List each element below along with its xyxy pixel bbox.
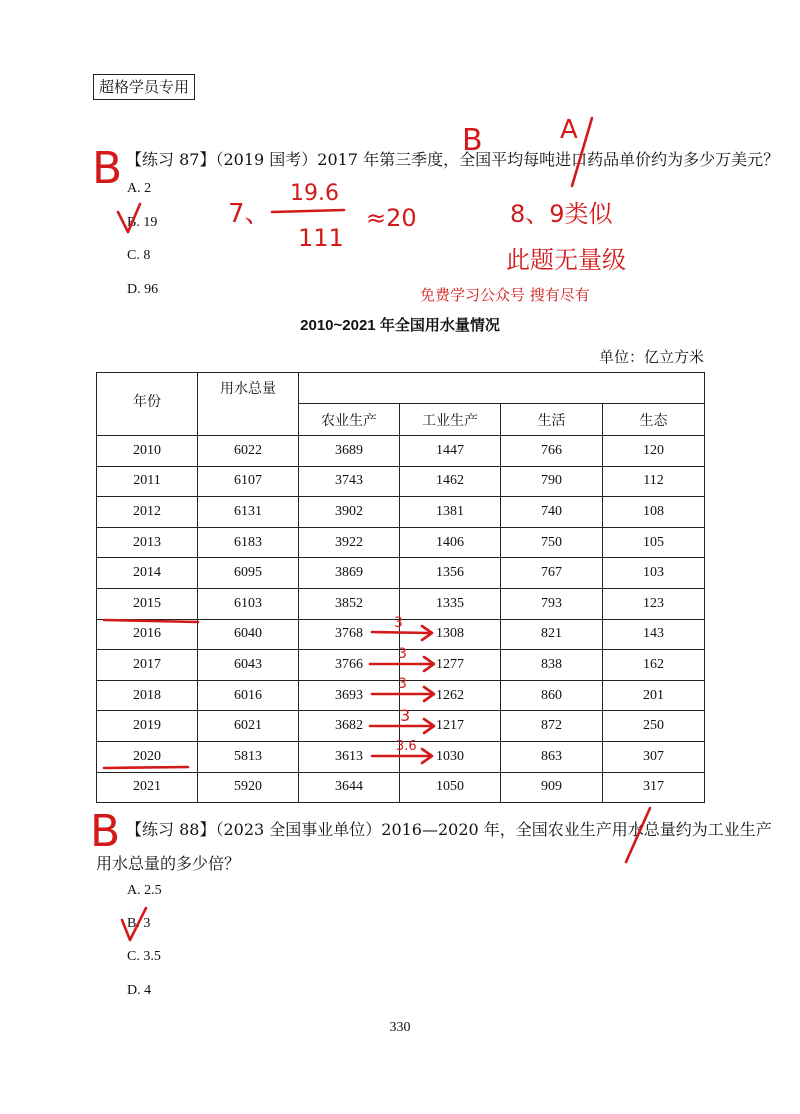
- cell-industry: 1217: [400, 711, 501, 742]
- table-row: [97, 711, 705, 742]
- table-row: [97, 680, 705, 711]
- question-87-prefix: 【练习 87】: [126, 150, 216, 169]
- cell-year: 2011: [97, 466, 198, 497]
- question-88-prefix: 【练习 88】: [126, 820, 216, 839]
- question-88-text-line2: 用水总量的多少倍？: [96, 854, 241, 873]
- header-tag: 超格学员专用: [93, 74, 195, 100]
- cell-total: 6021: [198, 711, 299, 742]
- cell-total: 6095: [198, 558, 299, 589]
- cell-total: 6022: [198, 436, 299, 467]
- cell-eco: 317: [603, 772, 705, 803]
- cell-industry: 1050: [400, 772, 501, 803]
- table-row: [97, 741, 705, 772]
- cell-eco: 250: [603, 711, 705, 742]
- cell-total: 6040: [198, 619, 299, 650]
- magnitude-note: 此题无量级: [506, 246, 626, 274]
- cell-industry: 1447: [400, 436, 501, 467]
- q87-option-c: C. 8: [127, 248, 151, 263]
- cell-agri: 3922: [299, 527, 400, 558]
- cell-agri: 3743: [299, 466, 400, 497]
- calc-fraction-line: [272, 210, 344, 212]
- cell-agri: 3682: [299, 711, 400, 742]
- cell-year: 2019: [97, 711, 198, 742]
- cell-year: 2016: [97, 619, 198, 650]
- cell-total: 6043: [198, 650, 299, 681]
- cell-total: 6107: [198, 466, 299, 497]
- calc-result: ≈20: [366, 204, 417, 232]
- cell-total: 5920: [198, 772, 299, 803]
- q88-option-c: C. 3.5: [127, 949, 161, 964]
- ratio-2017: 3: [398, 646, 407, 662]
- cell-year: 2018: [97, 680, 198, 711]
- table-row: [97, 497, 705, 528]
- header-year: 年份: [97, 373, 198, 436]
- q88-option-d: D. 4: [127, 983, 152, 998]
- cell-year: 2010: [97, 436, 198, 467]
- cell-year: 2013: [97, 527, 198, 558]
- question-87-text: （2019 国考）2017 年第三季度，全国平均每吨进口药品单价约为多少万美元？: [215, 150, 780, 169]
- q87-choice-b-mark: B: [462, 123, 483, 158]
- q87-option-d: D. 96: [127, 282, 159, 297]
- cell-total: 6016: [198, 680, 299, 711]
- cell-year: 2021: [97, 772, 198, 803]
- ratio-2018: 3: [398, 676, 407, 692]
- table-row: [97, 619, 705, 650]
- cell-eco: 120: [603, 436, 705, 467]
- table-title: 2010~2021 年全国用水量情况: [300, 317, 500, 334]
- question-88: [126, 817, 772, 840]
- cell-total: 6103: [198, 588, 299, 619]
- q87-choice-a-mark: A: [560, 115, 578, 145]
- cell-industry: 1462: [400, 466, 501, 497]
- promo-note: 免费学习公众号 搜有尽有: [420, 286, 590, 304]
- table-row: [97, 558, 705, 589]
- cell-eco: 201: [603, 680, 705, 711]
- q88-answer-mark: B: [90, 806, 121, 857]
- calc-numerator: 19.6: [290, 181, 339, 206]
- table-unit: 单位：亿立方米: [598, 348, 704, 366]
- header-total-cont: [198, 404, 299, 436]
- table-row: [97, 527, 705, 558]
- cell-industry: 1277: [400, 650, 501, 681]
- water-usage-table: [96, 372, 705, 803]
- cell-industry: 1308: [400, 619, 501, 650]
- header-total: 用水总量: [198, 373, 299, 404]
- cell-living: 740: [501, 497, 603, 528]
- cell-year: 2014: [97, 558, 198, 589]
- table-row: [97, 650, 705, 681]
- cell-agri: 3693: [299, 680, 400, 711]
- ratio-2016: 3: [394, 615, 403, 631]
- cell-eco: 108: [603, 497, 705, 528]
- header-industry: 工业生产: [400, 404, 501, 436]
- cell-eco: 103: [603, 558, 705, 589]
- page-number: 330: [389, 1020, 411, 1035]
- cell-total: 6183: [198, 527, 299, 558]
- header-blank: [299, 373, 705, 404]
- ratio-2020: 3.6: [396, 739, 417, 754]
- question-88-text-line1: （2023 全国事业单位）2016—2020 年，全国农业生产用水总量约为工业生产: [215, 820, 772, 839]
- cell-living: 767: [501, 558, 603, 589]
- cell-living: 872: [501, 711, 603, 742]
- cell-eco: 112: [603, 466, 705, 497]
- table-row: [97, 588, 705, 619]
- table-row: [97, 772, 705, 803]
- cell-agri: 3689: [299, 436, 400, 467]
- cell-year: 2020: [97, 741, 198, 772]
- cell-living: 909: [501, 772, 603, 803]
- cell-industry: 1030: [400, 741, 501, 772]
- cell-living: 766: [501, 436, 603, 467]
- cell-agri: 3869: [299, 558, 400, 589]
- table-row: [97, 466, 705, 497]
- similar-note: 8、9类似: [510, 200, 613, 228]
- cell-living: 821: [501, 619, 603, 650]
- header-living: 生活: [501, 404, 603, 436]
- cell-eco: 307: [603, 741, 705, 772]
- cell-living: 790: [501, 466, 603, 497]
- cell-industry: 1335: [400, 588, 501, 619]
- cell-total: 5813: [198, 741, 299, 772]
- q88-option-a: A. 2.5: [127, 883, 162, 898]
- cell-living: 750: [501, 527, 603, 558]
- header-agri: 农业生产: [299, 404, 400, 436]
- ratio-2019: 3: [400, 706, 411, 725]
- calc-seven: 7、: [228, 199, 271, 229]
- q87-answer-mark: B: [92, 143, 123, 194]
- table-row: [97, 436, 705, 467]
- cell-year: 2015: [97, 588, 198, 619]
- cell-eco: 105: [603, 527, 705, 558]
- cell-living: 863: [501, 741, 603, 772]
- header-eco: 生态: [603, 404, 705, 436]
- q87-option-a: A. 2: [127, 181, 152, 196]
- cell-living: 838: [501, 650, 603, 681]
- cell-eco: 162: [603, 650, 705, 681]
- cell-agri: 3768: [299, 619, 400, 650]
- cell-year: 2017: [97, 650, 198, 681]
- cell-agri: 3852: [299, 588, 400, 619]
- cell-eco: 123: [603, 588, 705, 619]
- q88-option-b: B. 3: [127, 916, 151, 931]
- question-87: [126, 147, 779, 170]
- q87-option-b: B. 19: [127, 215, 158, 230]
- calc-denominator: 111: [298, 224, 344, 252]
- cell-agri: 3644: [299, 772, 400, 803]
- cell-eco: 143: [603, 619, 705, 650]
- cell-living: 860: [501, 680, 603, 711]
- cell-industry: 1356: [400, 558, 501, 589]
- cell-living: 793: [501, 588, 603, 619]
- cell-agri: 3766: [299, 650, 400, 681]
- cell-industry: 1406: [400, 527, 501, 558]
- cell-agri: 3902: [299, 497, 400, 528]
- cell-industry: 1262: [400, 680, 501, 711]
- cell-year: 2012: [97, 497, 198, 528]
- cell-industry: 1381: [400, 497, 501, 528]
- cell-total: 6131: [198, 497, 299, 528]
- cell-agri: 3613: [299, 741, 400, 772]
